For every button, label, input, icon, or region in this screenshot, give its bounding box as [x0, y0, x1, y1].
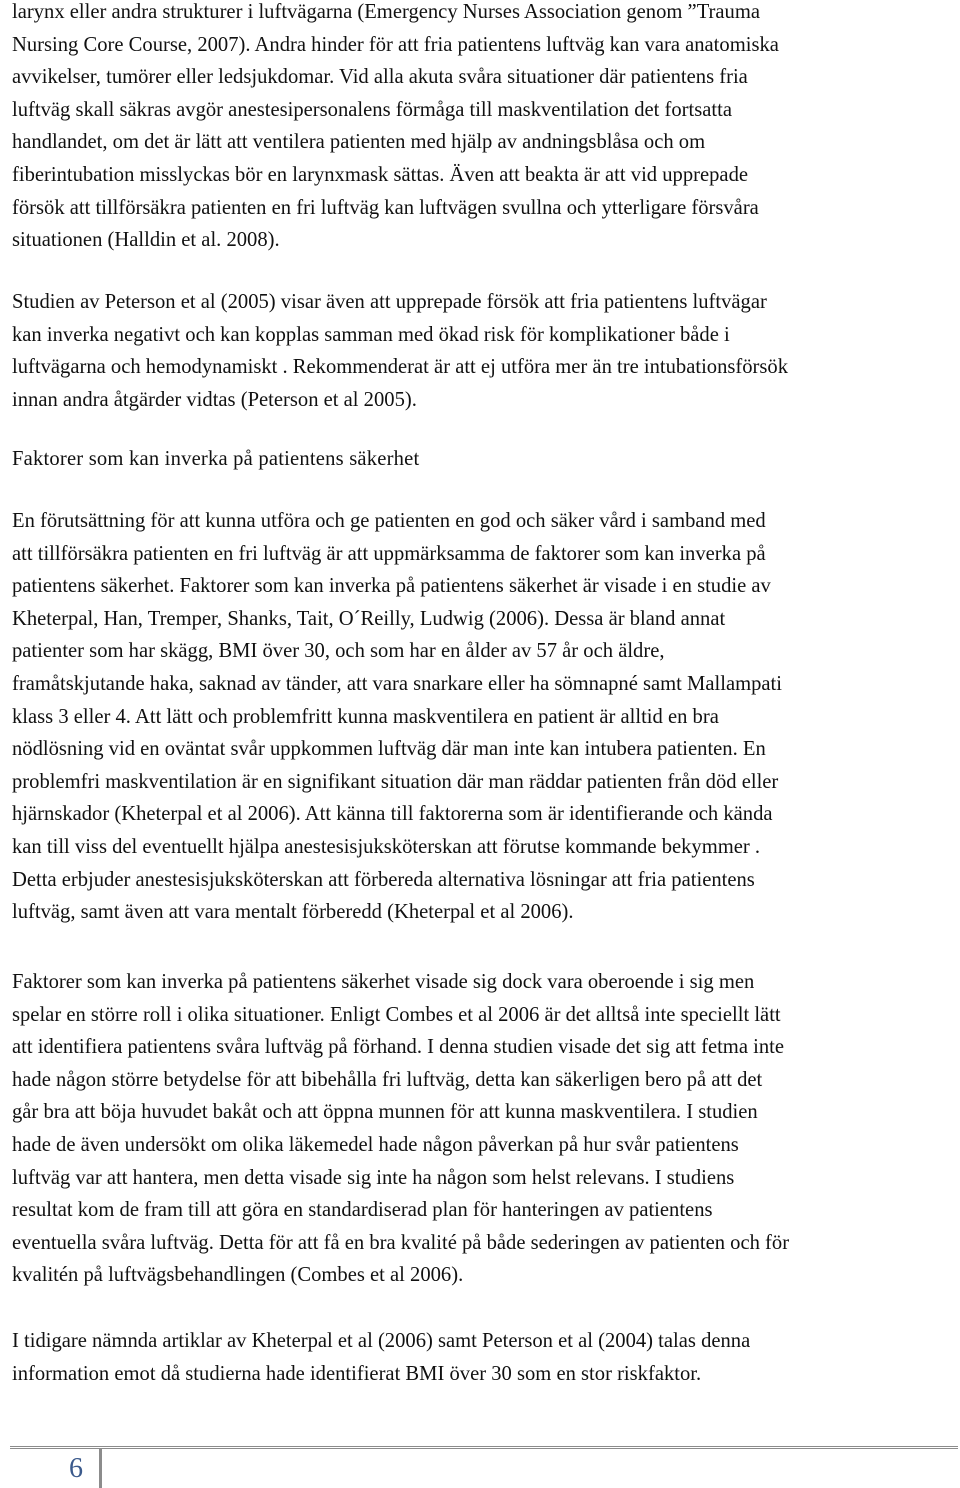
text-line: fiberintubation misslyckas bör en larynxmask sättas. Även att beakta är att vid upprepade [12, 163, 749, 186]
paragraph-3 [12, 505, 782, 929]
text-line: innan andra åtgärder vidtas (Peterson et al 2005). [12, 388, 417, 411]
text-line: kvalitén på luftvägsbehandlingen (Combes et al 2006). [12, 1264, 464, 1287]
text-line: hjärnskador (Kheterpal et al 2006). Att känna till faktorerna som är identifierande och kända [12, 803, 773, 826]
text-line: patienter som har skägg, BMI över 30, och som har en ålder av 57 år och äldre, [12, 640, 665, 663]
paragraph-2 [12, 286, 788, 416]
text-line: hade de även undersökt om olika läkemedel hade någon påverkan på hur svår patientens [12, 1133, 739, 1156]
text-line: Kheterpal, Han, Tremper, Shanks, Tait, O´Reilly, Ludwig (2006). Dessa är bland annat [12, 607, 726, 630]
text-line: att identifiera patientens svåra luftväg på förhand. I denna studien visade det sig att fetma inte [12, 1036, 784, 1059]
text-line: luftväg var att hantera, men detta visade sig inte ha någon som helst relevans. I studiens [12, 1166, 735, 1189]
text-line: handlandet, om det är lätt att ventilera patienten med hjälp av andningsblåsa och om [12, 131, 706, 154]
text-line: Detta erbjuder anestesisjuksköterskan att förbereda alternativa lösningar att fria patientens [12, 868, 755, 891]
text-line: att tillförsäkra patienten en fri luftväg är att uppmärksamma de faktorer som kan inverka på [12, 542, 766, 565]
text-line: spelar en större roll i olika situationer. Enligt Combes et al 2006 är det alltså inte speciellt lätt [12, 1003, 781, 1026]
text-line: resultat kom de fram till att göra en standardiserad plan för hanteringen av patientens [12, 1199, 713, 1222]
text-line: larynx eller andra strukturer i luftvägarna (Emergency Nurses Association genom ”Trauma [12, 1, 761, 23]
page-number: 6 [69, 1453, 83, 1484]
text-line: luftväg skall säkras avgör anestesipersonalens förmåga till maskventilation det fortsatta [12, 98, 732, 121]
page-footer [0, 1440, 960, 1488]
text-line: framåtskjutande haka, saknad av tänder, att vara snarkare eller ha sömnapné samt Mallampati [12, 672, 782, 695]
text-line: information emot då studierna hade identifierat BMI över 30 som en stor riskfaktor. [12, 1362, 702, 1385]
text-line: klass 3 eller 4. Att lätt och problemfritt kunna maskventilera en patient är alltid en bra [12, 705, 719, 728]
text-line: eventuella svåra luftväg. Detta för att få en bra kvalité på både sederingen av patienten och för [12, 1231, 790, 1254]
text-line: situationen (Halldin et al. 2008). [12, 229, 280, 252]
text-line: Faktorer som kan inverka på patientens säkerhet visade sig dock vara oberoende i sig men [12, 971, 755, 993]
text-line: En förutsättning för att kunna utföra och ge patienten en god och säker vård i samband med [12, 510, 766, 532]
text-line: Nursing Core Course, 2007). Andra hinder för att fria patientens luftväg kan vara anatomiska [12, 33, 779, 56]
text-line: problemfri maskventilation är en signifikant situation där man räddar patienten från död eller [12, 770, 779, 793]
text-line: kan inverka negativt och kan kopplas samman med ökad risk för komplikationer både i [12, 323, 730, 346]
paragraph-4 [12, 966, 789, 1292]
footer-divider [99, 1448, 102, 1488]
paragraph-1 [12, 0, 779, 257]
section-heading: Faktorer som kan inverka på patientens säkerhet [12, 448, 420, 470]
text-line: patientens säkerhet. Faktorer som kan inverka på patientens säkerhet är visade i en studie av [12, 575, 771, 598]
text-line: hade någon större betydelse för att bibehålla fri luftväg, detta kan säkerligen bero på att det [12, 1068, 763, 1091]
text-line: luftväg, samt även att vara mentalt förberedd (Kheterpal et al 2006). [12, 901, 574, 924]
text-line: kan till viss del eventuellt hjälpa anestesisjuksköterskan att förutse kommande bekymmer . [12, 835, 761, 858]
text-line: I tidigare nämnda artiklar av Kheterpal et al (2006) samt Peterson et al (2004) talas denna [12, 1330, 751, 1352]
text-line: luftvägarna och hemodynamiskt . Rekommenderat är att ej utföra mer än tre intubationsförsök [12, 356, 789, 379]
text-line: avvikelser, tumörer eller ledsjukdomar. Vid alla akuta svåra situationer där patientens fria [12, 66, 748, 89]
footer-rule [10, 1446, 958, 1449]
paragraph-5 [12, 1325, 750, 1390]
text-line: försök att tillförsäkra patienten en fri luftväg kan luftvägen svullna och ytterligare försvåra [12, 196, 759, 219]
text-line: går bra att böja huvudet bakåt och att öppna munnen för att kunna maskventilera. I studien [12, 1101, 758, 1124]
text-line: nödlösning vid en oväntat svår uppkommen luftväg där man inte kan intubera patienten. En [12, 738, 766, 761]
text-line: Studien av Peterson et al (2005) visar även att upprepade försök att fria patientens luftvägar [12, 291, 767, 313]
